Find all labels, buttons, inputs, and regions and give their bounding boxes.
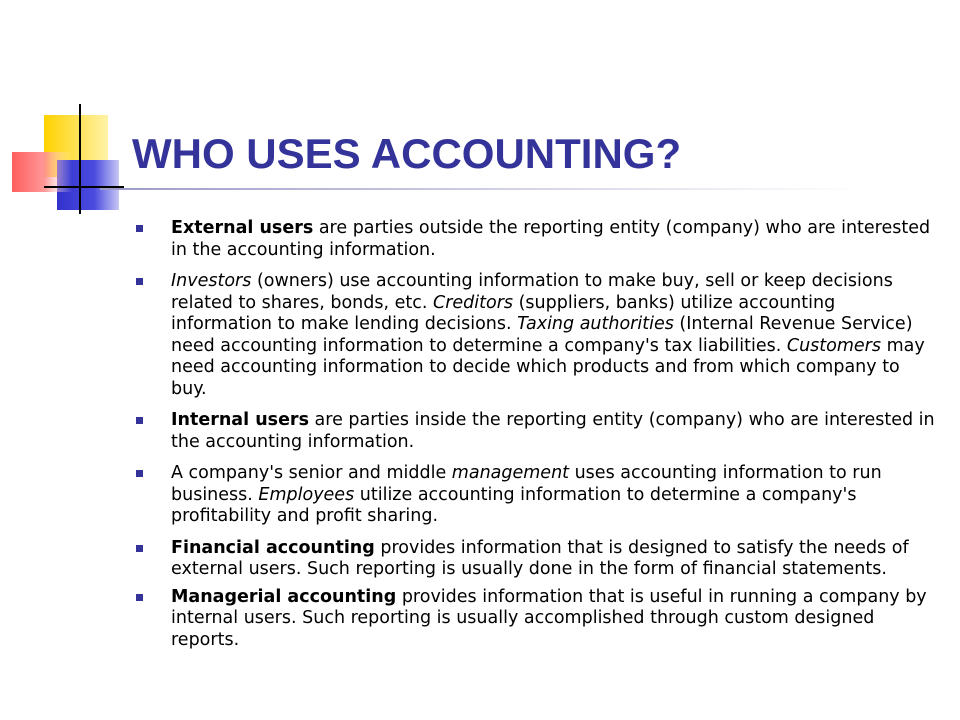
square-bullet-icon: [136, 594, 143, 601]
bullet-text-segment: provides information that is useful in running a company by internal users. Such reporting is usually accomplished through custom designed reports.: [171, 586, 927, 650]
bullet-text-segment: (Internal Revenue Service) need accounting information to determine a company's tax liabilities.: [171, 314, 913, 356]
bullet-text-segment: utilize accounting information to determine a company's profitability and profit sharing.: [171, 484, 857, 526]
bullet-text-segment: Employees: [258, 484, 355, 505]
bullet-text-segment: External users: [171, 218, 314, 238]
square-bullet-icon: [136, 545, 143, 552]
bullet-item: [136, 271, 936, 400]
bullet-text-segment: management: [451, 463, 570, 483]
bullet-item: [136, 587, 936, 652]
bullet-text-segment: Managerial accounting: [171, 586, 397, 607]
vertical-line: [79, 104, 81, 214]
bullet-text-segment: Financial accounting: [171, 537, 375, 558]
slide-title: WHO USES ACCOUNTING?: [132, 130, 682, 177]
bullet-item: [136, 463, 936, 528]
bullet-text-segment: are parties outside the reporting entity (company) who are interested in the accounting information.: [171, 218, 931, 260]
bullet-text-segment: Internal users: [171, 410, 309, 430]
square-bullet-icon: [136, 470, 143, 477]
square-bullet-icon: [136, 225, 143, 232]
title-underline: [100, 188, 860, 190]
bullet-item: [136, 538, 936, 581]
bullet-text-segment: are parties inside the reporting entity (company) who are interested in the accounting information.: [171, 410, 935, 452]
bullet-text-segment: may need accounting information to decide which products and from which company to buy.: [171, 335, 925, 399]
bullet-text-segment: Creditors: [432, 292, 514, 313]
bullet-text-segment: (suppliers, banks) utilize accounting information to make lending decisions.: [171, 292, 836, 334]
bullet-item: [136, 410, 936, 453]
bullet-list: [136, 218, 936, 661]
bullet-text-segment: Taxing authorities: [517, 314, 674, 334]
bullet-text-segment: A company's senior and middle: [171, 463, 452, 483]
bullet-text-segment: uses accounting information to run business.: [171, 463, 882, 505]
bullet-text-segment: (owners) use accounting information to make buy, sell or keep decisions related to shares, bonds, etc.: [171, 271, 893, 313]
bullet-text-segment: provides information that is designed to satisfy the needs of external users. Such reporting is usually done in the form of financial statements.: [171, 537, 909, 579]
bullet-item: [136, 218, 936, 261]
square-bullet-icon: [136, 417, 143, 424]
bullet-text-segment: Customers: [786, 335, 881, 356]
decorative-squares-graphic: [0, 0, 140, 240]
square-bullet-icon: [136, 278, 143, 285]
bullet-text-segment: Investors: [171, 271, 252, 291]
